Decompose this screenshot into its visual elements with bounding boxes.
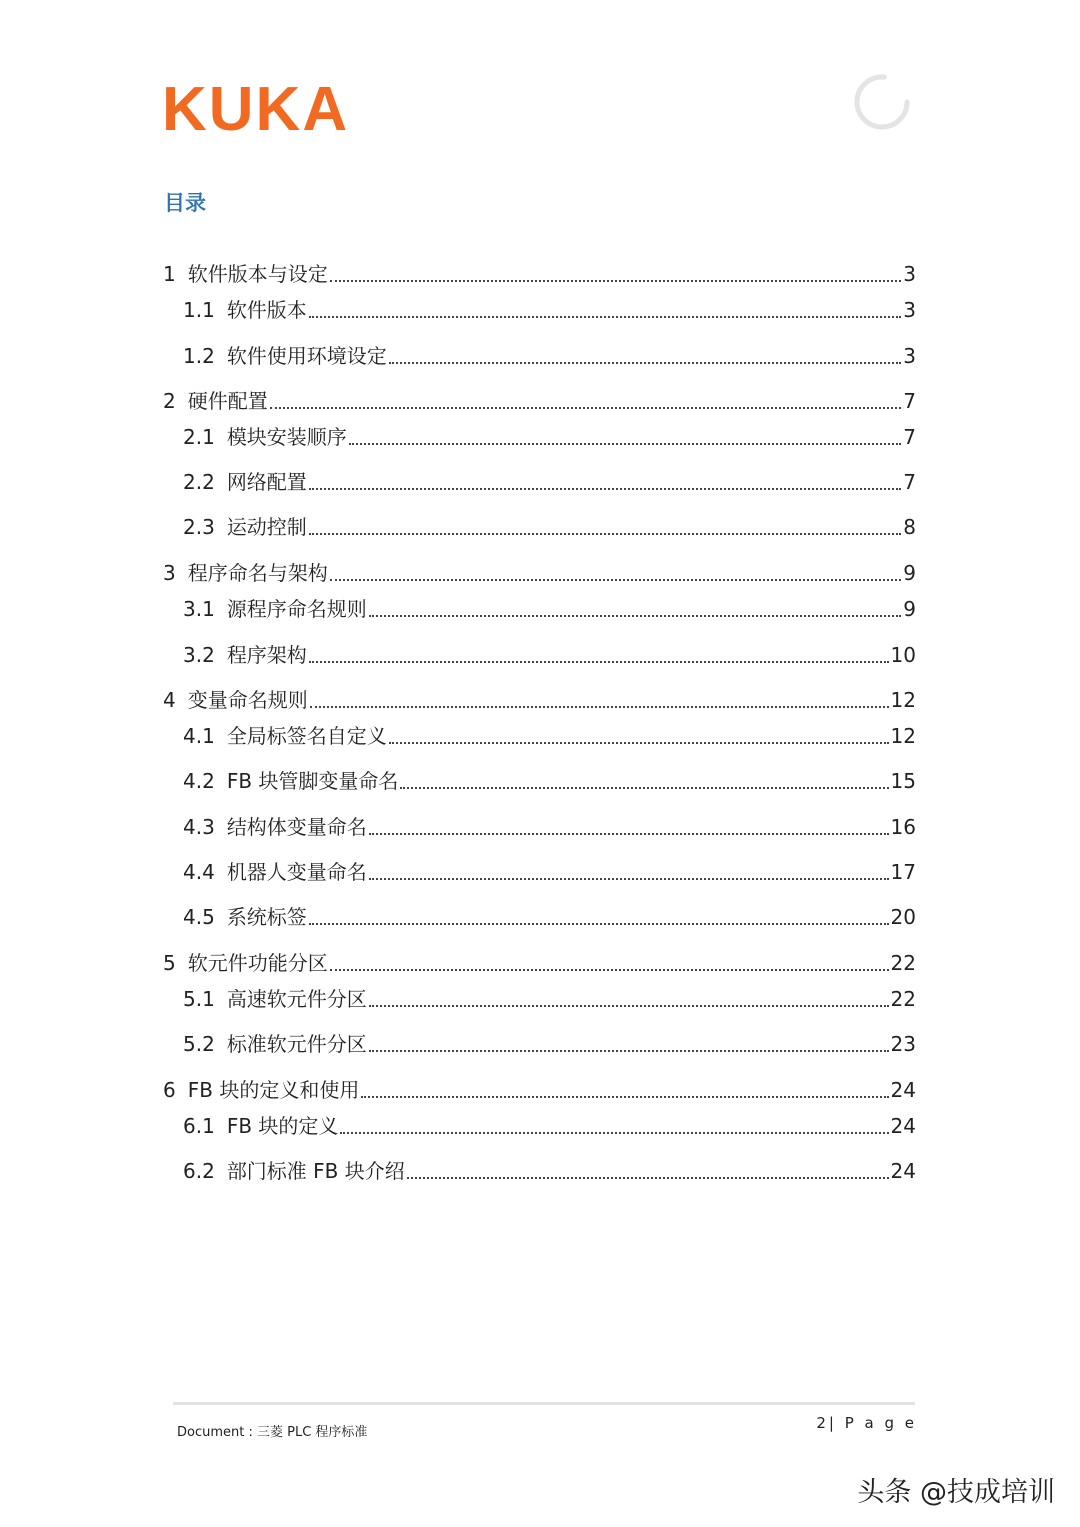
toc-entry-title: 标准软元件分区 xyxy=(226,1032,367,1056)
toc-entry[interactable] xyxy=(183,903,916,931)
toc-entry-number: 1 xyxy=(163,262,176,286)
toc-entry-page: 22 xyxy=(890,987,916,1011)
toc-entry-number: 4.5 xyxy=(183,905,215,929)
toc-entry-number: 6.1 xyxy=(183,1114,215,1138)
toc-dot-leader xyxy=(309,533,901,535)
toc-dot-leader xyxy=(309,661,889,663)
toc-entry-number: 6 xyxy=(163,1078,176,1102)
toc-entry-title: 系统标签 xyxy=(226,905,307,929)
toc-entry[interactable] xyxy=(183,813,916,841)
toc-entry[interactable] xyxy=(183,468,916,496)
toc-entry[interactable] xyxy=(183,767,916,795)
toc-dot-leader xyxy=(369,615,901,617)
toc-entry-number: 2 xyxy=(163,389,176,413)
toc-dot-leader xyxy=(349,443,901,445)
toc-entry[interactable] xyxy=(163,1076,916,1104)
toc-entry-title: 硬件配置 xyxy=(187,389,268,413)
toc-dot-leader xyxy=(369,833,889,835)
toc-entry-page: 12 xyxy=(890,688,916,712)
toc-entry[interactable] xyxy=(163,686,916,714)
toc-dot-leader xyxy=(309,316,901,318)
footer-divider xyxy=(173,1402,915,1405)
toc-entry-page: 9 xyxy=(903,597,916,621)
footer-page-label: 2| P a g e xyxy=(816,1414,917,1432)
toc-entry-number: 4.2 xyxy=(183,769,215,793)
toc-entry-title: 结构体变量命名 xyxy=(226,815,367,839)
toc-entry-number: 6.2 xyxy=(183,1159,215,1183)
toc-entry-title: FB 块管脚变量命名 xyxy=(226,769,399,793)
toc-entry[interactable] xyxy=(163,559,916,587)
toc-entry-title: FB 块的定义和使用 xyxy=(187,1078,360,1102)
toc-entry-title: 网络配置 xyxy=(226,470,307,494)
toc-dot-leader xyxy=(330,579,902,581)
toc-entry-number: 2.1 xyxy=(183,425,215,449)
toc-dot-leader xyxy=(309,488,901,490)
toc-entry[interactable] xyxy=(183,342,916,370)
toc-entry-number: 4.3 xyxy=(183,815,215,839)
toc-dot-leader xyxy=(270,407,902,409)
toc-entry-number: 4.4 xyxy=(183,860,215,884)
toc-entry[interactable] xyxy=(163,260,916,288)
toc-entry-page: 22 xyxy=(890,951,916,975)
toc-entry-number: 3.2 xyxy=(183,643,215,667)
toc-dot-leader xyxy=(400,787,888,789)
toc-entry-page: 23 xyxy=(890,1032,916,1056)
toc-entry[interactable] xyxy=(183,1157,916,1185)
toc-entry-number: 3 xyxy=(163,561,176,585)
toc-entry[interactable] xyxy=(183,1112,916,1140)
toc-entry-page: 7 xyxy=(903,425,916,449)
toc-entry-page: 16 xyxy=(890,815,916,839)
toc-entry-title: 软元件功能分区 xyxy=(187,951,328,975)
toc-dot-leader xyxy=(369,1050,889,1052)
toc-entry-page: 7 xyxy=(903,389,916,413)
toc-entry-title: 全局标签名自定义 xyxy=(226,724,387,748)
toc-entry-title: 源程序命名规则 xyxy=(226,597,367,621)
toc-entry-number: 3.1 xyxy=(183,597,215,621)
toc-entry[interactable] xyxy=(183,985,916,1013)
toc-entry-title: 机器人变量命名 xyxy=(226,860,367,884)
watermark: 头条 @技成培训 xyxy=(857,1477,1055,1508)
toc-entry-page: 7 xyxy=(903,470,916,494)
toc-entry-number: 4.1 xyxy=(183,724,215,748)
toc-entry-title: 程序命名与架构 xyxy=(187,561,328,585)
toc-dot-leader xyxy=(330,969,889,971)
toc-entry-title: 部门标准 FB 块介绍 xyxy=(226,1159,405,1183)
toc-entry-number: 1.1 xyxy=(183,298,215,322)
toc-entry-title: 软件版本 xyxy=(226,298,307,322)
toc-entry[interactable] xyxy=(183,641,916,669)
toc-entry-page: 3 xyxy=(903,344,916,368)
toc-entry-page: 15 xyxy=(890,769,916,793)
toc-dot-leader xyxy=(361,1096,888,1098)
toc-entry-page: 20 xyxy=(890,905,916,929)
toc-entry-page: 3 xyxy=(903,298,916,322)
toc-dot-leader xyxy=(310,706,889,708)
toc-entry-page: 24 xyxy=(890,1114,916,1138)
toc-entry-page: 24 xyxy=(890,1159,916,1183)
toc-entry-page: 9 xyxy=(903,561,916,585)
toc-entry[interactable] xyxy=(183,513,916,541)
toc-entry[interactable] xyxy=(183,1030,916,1058)
toc-entry-page: 12 xyxy=(890,724,916,748)
toc-entry[interactable] xyxy=(183,858,916,886)
toc-dot-leader xyxy=(309,923,889,925)
toc-entry-page: 17 xyxy=(890,860,916,884)
toc-entry[interactable] xyxy=(163,387,916,415)
toc-dot-leader xyxy=(389,742,889,744)
footer-document-label: Document : 三菱 PLC 程序标准 xyxy=(177,1425,368,1440)
toc-dot-leader xyxy=(369,878,889,880)
toc-dot-leader xyxy=(340,1132,888,1134)
toc-entry[interactable] xyxy=(183,722,916,750)
toc-entry-number: 5.1 xyxy=(183,987,215,1011)
toc-dot-leader xyxy=(330,280,902,282)
toc-entry-number: 2.3 xyxy=(183,515,215,539)
toc-dot-leader xyxy=(369,1005,889,1007)
toc-dot-leader xyxy=(389,362,901,364)
toc-entry[interactable] xyxy=(183,296,916,324)
toc-entry-page: 10 xyxy=(890,643,916,667)
toc-entry-title: 模块安装顺序 xyxy=(226,425,347,449)
toc-entry-number: 5 xyxy=(163,951,176,975)
toc-entry-title: 程序架构 xyxy=(226,643,307,667)
toc-dot-leader xyxy=(407,1177,889,1179)
toc-entry-number: 2.2 xyxy=(183,470,215,494)
toc-entry-number: 1.2 xyxy=(183,344,215,368)
toc-entry-number: 4 xyxy=(163,688,176,712)
toc-heading: 目录 xyxy=(164,191,206,215)
toc-entry-title: 高速软元件分区 xyxy=(226,987,367,1011)
toc-entry-number: 5.2 xyxy=(183,1032,215,1056)
toc-entry[interactable] xyxy=(183,423,916,451)
toc-entry-title: 变量命名规则 xyxy=(187,688,308,712)
toc-entry[interactable] xyxy=(183,595,916,623)
toc-entry-title: FB 块的定义 xyxy=(226,1114,339,1138)
kuka-logo: KUKA xyxy=(162,75,350,144)
toc-entry-title: 软件使用环境设定 xyxy=(226,344,387,368)
toc-entry-page: 24 xyxy=(890,1078,916,1102)
toc-entry-page: 8 xyxy=(903,515,916,539)
toc-entry-title: 软件版本与设定 xyxy=(187,262,328,286)
toc-entry-page: 3 xyxy=(903,262,916,286)
toc-entry[interactable] xyxy=(163,949,916,977)
toc-entry-title: 运动控制 xyxy=(226,515,307,539)
